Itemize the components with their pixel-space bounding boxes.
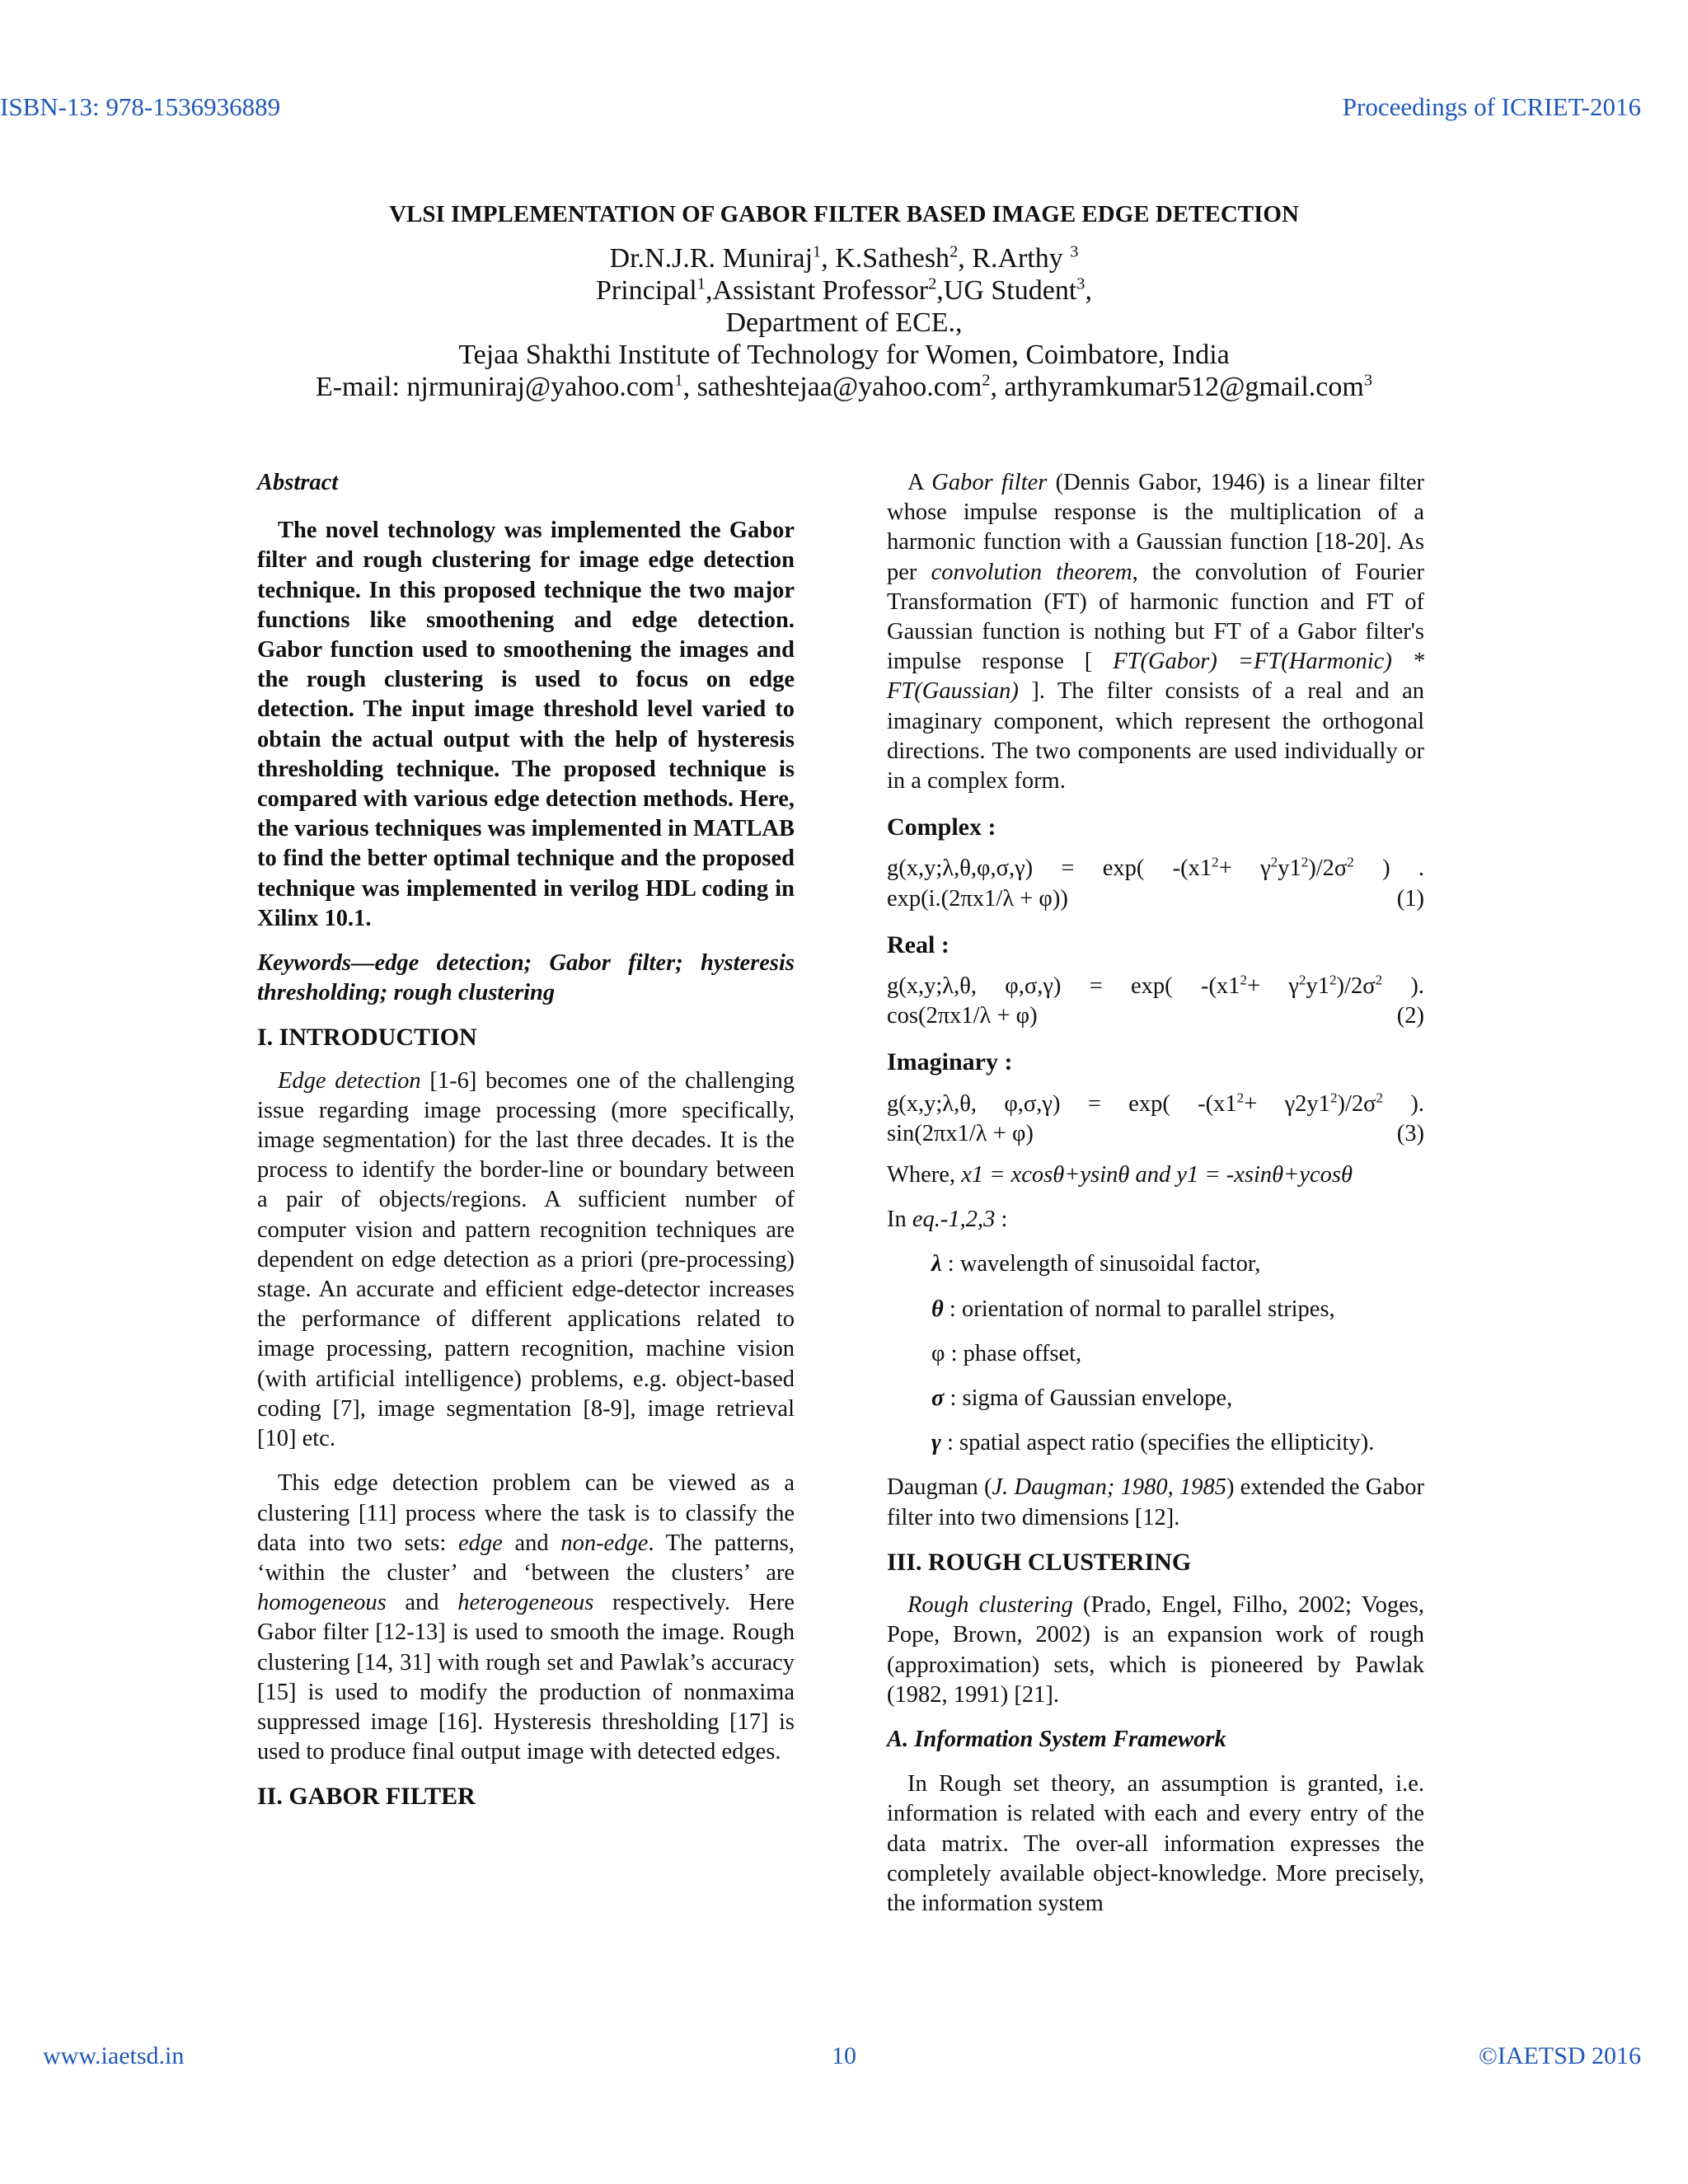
intro-paragraph-1 bbox=[257, 1066, 795, 1455]
role-3: UG Student bbox=[943, 275, 1077, 306]
proceedings-header: Proceedings of ICRIET-2016 bbox=[1342, 92, 1641, 121]
gabor-p1-d: ]. The filter consists of a real and an imaginary component, which represent the orthogonal directions. The two components are used individually or in a complex form. bbox=[887, 678, 1424, 794]
rough-paragraph-1 bbox=[887, 1591, 1424, 1710]
daugman-paragraph bbox=[887, 1473, 1424, 1532]
eq2-sup-c: 2 bbox=[1329, 972, 1337, 988]
sup-1: 1 bbox=[696, 274, 706, 293]
in-eq-ref: eq.-1,2,3 bbox=[912, 1207, 996, 1233]
equation-1-line-1 bbox=[887, 854, 1424, 883]
equation-3-line-2 bbox=[887, 1119, 1424, 1149]
term-homogeneous: homogeneous bbox=[257, 1590, 387, 1616]
equation-2-line-1 bbox=[887, 972, 1424, 1001]
emails: E-mail: njrmuniraj@yahoo.com$^1$, satheshtejaa@yahoo.com$^2$, arthyramkumar512@gmail.com$^3$ bbox=[315, 371, 1373, 402]
eq1-sup-c: 2 bbox=[1301, 854, 1309, 870]
eq2-b: + γ bbox=[1246, 973, 1299, 1000]
eq3-e: ). bbox=[1383, 1090, 1424, 1117]
symbol-desc: : spatial aspect ratio (specifies the ellipticity). bbox=[940, 1430, 1375, 1456]
eq2-d: )/2σ bbox=[1336, 973, 1376, 1000]
eq1-e: ) . bbox=[1353, 855, 1425, 882]
eq1-sup-a: 2 bbox=[1212, 854, 1219, 870]
eq3-d: )/2σ bbox=[1337, 1090, 1376, 1117]
eq2-a: g(x,y;λ,θ, φ,σ,γ) = exp( -(x1 bbox=[887, 973, 1240, 1000]
sup-2: 2 bbox=[950, 242, 959, 261]
term-non-edge: non-edge bbox=[560, 1530, 649, 1556]
info-system-heading: A. Information System Framework bbox=[887, 1726, 1226, 1752]
gabor-heading: II. GABOR FILTER bbox=[257, 1783, 476, 1811]
author-3: R.Arthy bbox=[972, 243, 1063, 274]
symbol: φ bbox=[931, 1340, 945, 1366]
institute: Tejaa Shakthi Institute of Technology for Women, Coimbatore, India bbox=[458, 340, 1230, 370]
left-column bbox=[257, 468, 795, 1825]
sup-2: 2 bbox=[928, 274, 937, 293]
eq3-b: + γ2y1 bbox=[1244, 1090, 1330, 1117]
sup-1: 1 bbox=[674, 371, 683, 390]
in-colon: : bbox=[995, 1207, 1008, 1233]
real-heading: Real : bbox=[887, 930, 950, 958]
daug-b: ) extended the Gabor filter into two dimensions [12]. bbox=[887, 1474, 1425, 1530]
eq1-sup-b: 2 bbox=[1270, 854, 1278, 870]
role-1: Principal bbox=[596, 275, 697, 306]
sup-1: 1 bbox=[813, 242, 822, 261]
email-1[interactable]: njrmuniraj@yahoo.com bbox=[406, 372, 675, 402]
sup-2: 2 bbox=[982, 371, 991, 390]
department: Department of ECE., bbox=[725, 307, 963, 338]
footer-copyright: ©IAETSD 2016 bbox=[1479, 2042, 1641, 2069]
eq2-tail: cos(2πx1/λ + φ) bbox=[887, 1003, 1038, 1029]
symbol-gamma bbox=[931, 1428, 1424, 1458]
intro-p1-text: [1-6] becomes one of the challenging issue regarding image processing (more specifically, image segmentation) for the last three decades. It is the process to identify the border-line or boundary between a pair of objects/regions. A sufficient number of computer vision and pattern recognition techniques are dependent on edge detection as a priori (pre-processing) stage. An accurate and efficient edge-detector increases the performance of different applications related to image processing, pattern recognition, machine vision (with artificial intelligence) problems, e.g. object-based coding [7], image segmentation [8-9], image retrieval [10] etc. bbox=[257, 1067, 795, 1452]
eq3-sup-a: 2 bbox=[1236, 1090, 1245, 1106]
footer-site[interactable]: www.iaetsd.in bbox=[43, 2042, 185, 2069]
imaginary-heading: Imaginary : bbox=[887, 1048, 1013, 1076]
eq3-a: g(x,y;λ,θ, φ,σ,γ) = exp( -(x1 bbox=[887, 1090, 1237, 1117]
symbol-sigma bbox=[931, 1384, 1424, 1413]
eq3-sup-b: 2 bbox=[1329, 1090, 1338, 1106]
symbol-desc: : sigma of Gaussian envelope, bbox=[944, 1385, 1233, 1412]
eq2-sup-d: 2 bbox=[1375, 972, 1383, 988]
author-block bbox=[0, 242, 1688, 403]
email-2[interactable]: satheshtejaa@yahoo.com bbox=[696, 372, 982, 402]
gabor-p1-b: (Dennis Gabor, 1946) is a linear filter whose impulse response is the multiplication of a harmonic function with a Gaussian function [18-20]. As per bbox=[887, 470, 1424, 585]
abstract-body: The novel technology was implemented the Gabor filter and rough clustering for image edge detection technique. In this proposed technique the two major functions like smoothening and edge detection. Gabor function used to smoothening the images and the rough clustering is used to focus on edge detection. The input image threshold level varied to obtain the actual output with the help of hysteresis thresholding technique. The proposed technique is compared with various edge detection methods. Here, the various techniques was implemented in MATLAB to find the better optimal technique and the proposed technique was implemented in verilog HDL coding in Xilinx 10.1. bbox=[257, 518, 795, 931]
author-2: K.Sathesh bbox=[835, 243, 950, 274]
keywords: Keywords—edge detection; Gabor filter; hysteresis thresholding; rough clustering bbox=[257, 950, 795, 1006]
where-label: Where, bbox=[887, 1162, 962, 1188]
term-gabor-filter: Gabor filter bbox=[931, 470, 1048, 495]
eq2-e: ). bbox=[1382, 973, 1424, 1000]
role-2: Assistant Professor bbox=[712, 275, 929, 306]
gabor-p1-c: , the convolution of Fourier Transformation (FT) of harmonic function and FT of Gaussian function is nothing but FT of a Gabor filter's impulse response [ bbox=[887, 559, 1425, 675]
where-equation: x1 = xcosθ+ysinθ and y1 = -xsinθ+ycosθ bbox=[961, 1162, 1353, 1188]
eq1-number: (1) bbox=[1396, 885, 1424, 912]
symbol: γ bbox=[931, 1430, 941, 1456]
eq2-sup-b: 2 bbox=[1298, 972, 1306, 988]
gabor-p1-a: A bbox=[907, 470, 932, 495]
symbol-theta bbox=[931, 1295, 1424, 1324]
eq3-number: (3) bbox=[1396, 1120, 1424, 1146]
page-number: 10 bbox=[832, 2042, 856, 2069]
author-names: Dr.N.J.R. Muniraj$^1$, K.Sathesh$^2$, R.Arthy $^3$ bbox=[609, 242, 1079, 274]
equation-2-line-2 bbox=[887, 1001, 1424, 1031]
intro-p2-b: . The patterns, ‘within the cluster’ and ‘between the clusters’ are bbox=[257, 1530, 795, 1586]
eq1-b: + γ bbox=[1218, 855, 1271, 882]
rough-lead: Rough clustering bbox=[907, 1592, 1073, 1619]
term-edge: edge bbox=[457, 1530, 503, 1556]
equation-2 bbox=[887, 972, 1424, 1031]
eq1-sup-d: 2 bbox=[1347, 854, 1354, 870]
author-1: Dr.N.J.R. Muniraj bbox=[609, 243, 814, 274]
eq3-sup-d: 2 bbox=[1376, 1090, 1384, 1106]
term-convolution-theorem: convolution theorem bbox=[931, 559, 1132, 585]
isbn-header: ISBN-13: 978-1536936889 bbox=[0, 92, 281, 121]
in-label: In bbox=[887, 1207, 912, 1233]
equation-3 bbox=[887, 1090, 1424, 1149]
symbol: λ bbox=[931, 1251, 942, 1277]
where-line bbox=[887, 1160, 1424, 1190]
eq3-tail: sin(2πx1/λ + φ) bbox=[887, 1120, 1034, 1146]
paper-title: VLSI IMPLEMENTATION OF GABOR FILTER BASED IMAGE EDGE DETECTION bbox=[389, 201, 1299, 227]
daug-citation: J. Daugman; 1980, 1985 bbox=[992, 1474, 1226, 1501]
equation-3-line-1 bbox=[887, 1090, 1424, 1119]
rough-paragraph-2: In Rough set theory, an assumption is granted, i.e. information is related with each and every entry of the data matrix. The over-all information expresses the completely available object-knowledge. More precisely, the information system bbox=[887, 1771, 1424, 1916]
symbol: σ bbox=[931, 1385, 945, 1412]
symbol: θ bbox=[931, 1296, 944, 1322]
intro-p2-and2: and bbox=[386, 1590, 458, 1616]
symbol-desc: : phase offset, bbox=[945, 1340, 1082, 1366]
email-label: E-mail: bbox=[315, 372, 400, 402]
intro-paragraph-2 bbox=[257, 1469, 795, 1767]
eq1-tail: exp(i.(2πx1/λ + φ)) bbox=[887, 885, 1068, 912]
eq2-number: (2) bbox=[1396, 1003, 1424, 1029]
eq2-sup-a: 2 bbox=[1240, 972, 1247, 988]
equation-1 bbox=[887, 854, 1424, 913]
sup-3: 3 bbox=[1070, 242, 1079, 261]
symbol-phi bbox=[931, 1339, 1424, 1369]
sup-3: 3 bbox=[1363, 371, 1373, 390]
gabor-paragraph bbox=[887, 468, 1424, 796]
symbol-desc: : wavelength of sinusoidal factor, bbox=[941, 1251, 1261, 1277]
intro-p2-a: This edge detection problem can be viewed as a clustering [11] process where the task is to classify the data into two sets: bbox=[257, 1470, 795, 1556]
right-column bbox=[887, 468, 1424, 1919]
eq1-a: g(x,y;λ,θ,φ,σ,γ) = exp( -(x1 bbox=[887, 855, 1212, 882]
abstract-heading: Abstract bbox=[257, 470, 339, 495]
email-3[interactable]: arthyramkumar512@gmail.com bbox=[1004, 372, 1364, 402]
eq1-c: y1 bbox=[1278, 855, 1301, 882]
rough-heading: III. ROUGH CLUSTERING bbox=[887, 1548, 1192, 1576]
eq1-d: )/2σ bbox=[1308, 855, 1348, 882]
equation-1-line-2 bbox=[887, 884, 1424, 914]
intro-heading: I. INTRODUCTION bbox=[257, 1024, 477, 1052]
ft-equation: FT(Gabor) =FT(Harmonic) * FT(Gaussian) bbox=[887, 649, 1424, 705]
symbol-lambda bbox=[931, 1249, 1424, 1279]
eq2-c: y1 bbox=[1306, 973, 1329, 1000]
complex-heading: Complex : bbox=[887, 813, 996, 841]
intro-p2-c: respectively. Here Gabor filter [12-13] is used to smooth the image. Rough clustering [14, 31] with rough set and Pawlak’s accuracy [15] is used to modify the production of nonmaxima suppressed image [16]. Hysteresis thresholding [17] is used to produce final output image with detected edges. bbox=[257, 1590, 795, 1765]
in-eq-line bbox=[887, 1205, 1424, 1235]
term-heterogeneous: heterogeneous bbox=[457, 1590, 594, 1616]
author-roles: Principal$^1$,Assistant Professor$^2$,UG Student$^3$, bbox=[596, 274, 1092, 306]
intro-p2-and: and bbox=[502, 1530, 561, 1556]
symbol-desc: : orientation of normal to parallel stripes, bbox=[943, 1296, 1335, 1322]
intro-lead: Edge detection bbox=[278, 1067, 421, 1094]
daug-a: Daugman ( bbox=[887, 1474, 992, 1501]
sup-3: 3 bbox=[1076, 274, 1085, 293]
rough-p1-text: (Prado, Engel, Filho, 2002; Voges, Pope, Brown, 2002) is an expansion work of rough (approximation) sets, which is pioneered by Pawlak (1982, 1991) [21]. bbox=[887, 1592, 1424, 1708]
